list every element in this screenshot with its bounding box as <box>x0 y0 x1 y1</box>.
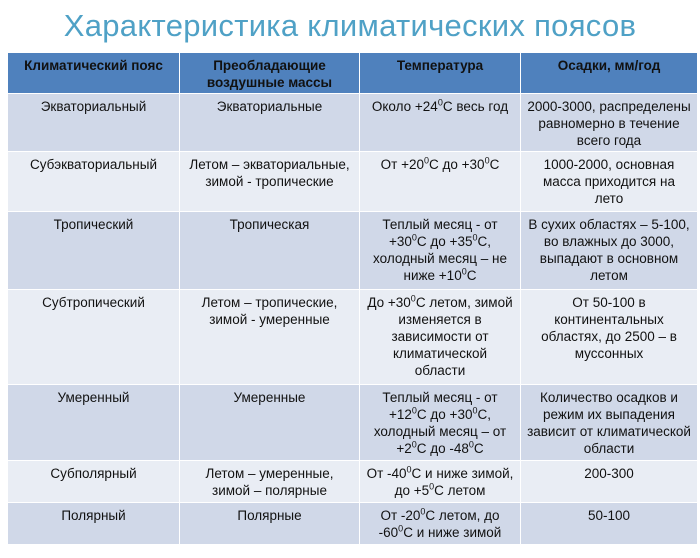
cell-precipitation: 200-300 <box>521 461 698 503</box>
table-row <box>8 152 698 212</box>
cell-air-masses: Тропическая <box>180 212 360 290</box>
cell-temperature: Теплый месяц - от $+30^0С$ до $+35^0С$, холодный месяц – не ниже $+10^0С$ <box>360 212 521 290</box>
cell-temperature: От $-40^0С$ и ниже зимой, до $+5^0С$ летом <box>360 461 521 503</box>
cell-temperature: До $+30^0С$ летом, зимой изменяется в зависимости от климатической области <box>360 290 521 385</box>
cell-temperature: От $-20^0С$ летом, до $-60^0С$ и ниже зимой <box>360 503 521 545</box>
cell-belt: Умеренный <box>8 385 180 461</box>
table-row <box>8 503 698 545</box>
page-title: Характеристика климатических поясов <box>63 8 637 43</box>
cell-air-masses: Полярные <box>180 503 360 545</box>
cell-precipitation: 50-100 <box>521 503 698 545</box>
cell-precipitation: Количество осадков и режим их выпадения зависит от климатической области <box>521 385 698 461</box>
cell-air-masses: Летом – экваториальные, зимой - тропические <box>180 152 360 212</box>
cell-temperature: Около $+24^0С$ весь год <box>360 94 521 152</box>
column-header-temperature: Температура <box>360 53 521 94</box>
cell-belt: Субполярный <box>8 461 180 503</box>
cell-belt: Полярный <box>8 503 180 545</box>
table-row <box>8 385 698 461</box>
climate-table <box>7 52 698 545</box>
cell-air-masses: Летом – умеренные, зимой – полярные <box>180 461 360 503</box>
cell-belt: Субэкваториальный <box>8 152 180 212</box>
cell-precipitation: В сухих областях – 5-100, во влажных до 3000, выпадают в основном летом <box>521 212 698 290</box>
cell-air-masses: Умеренные <box>180 385 360 461</box>
cell-temperature: Теплый месяц - от $+12^0С$ до $+30^0С$, холодный месяц – от $+2^0С$ до $-48^0С$ <box>360 385 521 461</box>
cell-belt: Субтропический <box>8 290 180 385</box>
table-row <box>8 94 698 152</box>
table-row <box>8 212 698 290</box>
cell-air-masses: Экваториальные <box>180 94 360 152</box>
column-header-belt: Климатический пояс <box>8 53 180 94</box>
table-row <box>8 461 698 503</box>
cell-precipitation: 2000-3000, распределены равномерно в течение всего года <box>521 94 698 152</box>
cell-belt: Тропический <box>8 212 180 290</box>
cell-precipitation: 1000-2000, основная масса приходится на лето <box>521 152 698 212</box>
column-header-air-masses: Преобладающие воздушные массы <box>180 53 360 94</box>
cell-air-masses: Летом – тропические, зимой - умеренные <box>180 290 360 385</box>
table-row <box>8 290 698 385</box>
cell-precipitation: От 50-100 в континентальных областях, до 2500 – в муссонных <box>521 290 698 385</box>
table-header-row <box>8 53 698 94</box>
cell-belt: Экваториальный <box>8 94 180 152</box>
cell-temperature: От $+20^0С$ до $+30^0С$ <box>360 152 521 212</box>
column-header-precipitation: Осадки, мм/год <box>521 53 698 94</box>
